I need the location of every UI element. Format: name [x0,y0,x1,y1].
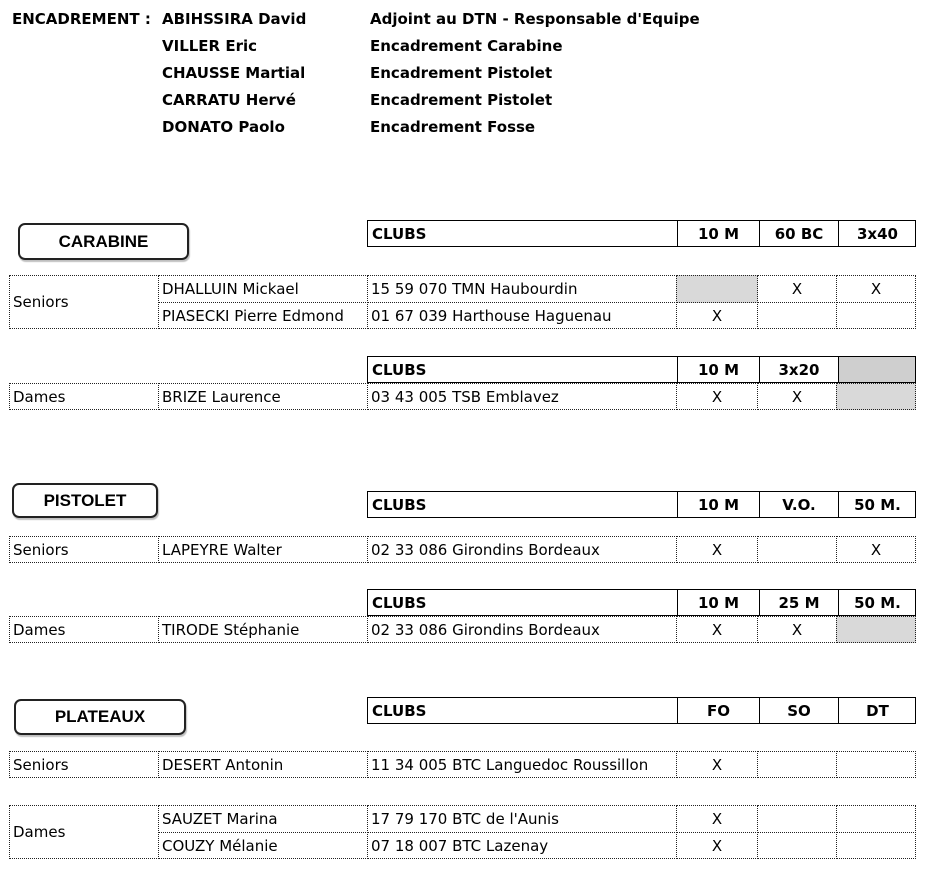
plateaux-seniors-table [9,751,916,778]
empty-header-cell [839,357,915,382]
event-mark: X [757,275,837,303]
category-cell: Dames [9,383,159,410]
event-header: 10 M [697,360,740,379]
event-header: FO [707,701,730,720]
event-mark: X [836,275,916,303]
event-mark [757,536,837,563]
event-mark: X [676,383,758,410]
athlete-name: LAPEYRE Walter [158,536,368,563]
event-header: 60 BC [774,224,824,243]
pistolet-dames-table [9,616,916,643]
encadrement-label: ENCADREMENT : [12,10,151,28]
event-mark [836,832,916,859]
staff-row [0,37,926,55]
staff-name: VILLER Eric [162,37,258,55]
staff-row [0,10,926,28]
clubs-header: CLUBS [372,360,427,379]
athlete-club: 03 43 005 TSB Emblavez [367,383,677,410]
staff-role: Adjoint au DTN - Responsable d'Equipe [370,10,700,28]
event-header: 10 M [697,593,740,612]
athlete-name: BRIZE Laurence [158,383,368,410]
event-mark: X [676,805,758,833]
event-mark: X [676,616,758,643]
event-header: 25 M [778,593,820,612]
event-header: 10 M [697,495,740,514]
staff-role: Encadrement Carabine [370,37,563,55]
event-mark [836,383,916,410]
event-mark: X [676,536,758,563]
plateaux-section-badge: PLATEAUX [14,699,186,735]
athlete-name: COUZY Mélanie [158,832,368,859]
category-cell: Seniors [9,275,159,329]
plateaux-dames-table [9,805,916,859]
pistolet-seniors-header [367,491,916,518]
event-mark [836,302,916,329]
event-mark [836,751,916,778]
staff-name: ABIHSSIRA David [162,10,307,28]
event-mark: X [757,616,837,643]
event-header: 50 M. [854,593,901,612]
athlete-club: 01 67 039 Harthouse Haguenau [367,302,677,329]
event-mark [836,805,916,833]
category-cell: Seniors [9,751,159,778]
athlete-name: DESERT Antonin [158,751,368,778]
event-mark: X [676,751,758,778]
category-cell: Dames [9,805,159,859]
carabine-dames-header [367,356,916,383]
event-mark: X [676,832,758,859]
athlete-club: 17 79 170 BTC de l'Aunis [367,805,677,833]
athlete-club: 07 18 007 BTC Lazenay [367,832,677,859]
event-header: SO [787,701,811,720]
event-mark [836,616,916,643]
carabine-section-badge: CARABINE [18,223,189,260]
category-cell: Dames [9,616,159,643]
clubs-header: CLUBS [372,224,427,243]
plateaux-header [367,697,916,724]
staff-name: DONATO Paolo [162,118,285,136]
clubs-header: CLUBS [372,701,427,720]
event-mark [676,275,758,303]
pistolet-seniors-table [9,536,916,563]
clubs-header: CLUBS [372,593,427,612]
athlete-name: PIASECKI Pierre Edmond [158,302,368,329]
event-header: 10 M [697,224,740,243]
athlete-name: DHALLUIN Mickael [158,275,368,303]
event-mark: X [676,302,758,329]
event-header: 3x40 [857,224,898,243]
staff-row [0,64,926,82]
carabine-dames-table [9,383,916,410]
carabine-seniors-header [367,220,916,247]
staff-name: CARRATU Hervé [162,91,296,109]
athlete-club: 11 34 005 BTC Languedoc Roussillon [367,751,677,778]
category-cell: Seniors [9,536,159,563]
event-header: 50 M. [854,495,901,514]
athlete-club: 15 59 070 TMN Haubourdin [367,275,677,303]
athlete-club: 02 33 086 Girondins Bordeaux [367,616,677,643]
athlete-club: 02 33 086 Girondins Bordeaux [367,536,677,563]
event-header: V.O. [782,495,816,514]
athlete-name: SAUZET Marina [158,805,368,833]
event-mark [757,832,837,859]
staff-row [0,118,926,136]
clubs-header: CLUBS [372,495,427,514]
staff-role: Encadrement Pistolet [370,64,553,82]
staff-row [0,91,926,109]
event-header: 3x20 [778,360,820,379]
event-mark: X [836,536,916,563]
pistolet-dames-header [367,589,916,616]
pistolet-section-badge: PISTOLET [12,483,158,518]
event-mark [757,302,837,329]
event-mark [757,805,837,833]
staff-role: Encadrement Fosse [370,118,536,136]
staff-name: CHAUSSE Martial [162,64,306,82]
event-header: DT [866,701,889,720]
athlete-name: TIRODE Stéphanie [158,616,368,643]
event-mark: X [757,383,837,410]
event-mark [757,751,837,778]
staff-role: Encadrement Pistolet [370,91,553,109]
carabine-seniors-table [9,275,916,329]
